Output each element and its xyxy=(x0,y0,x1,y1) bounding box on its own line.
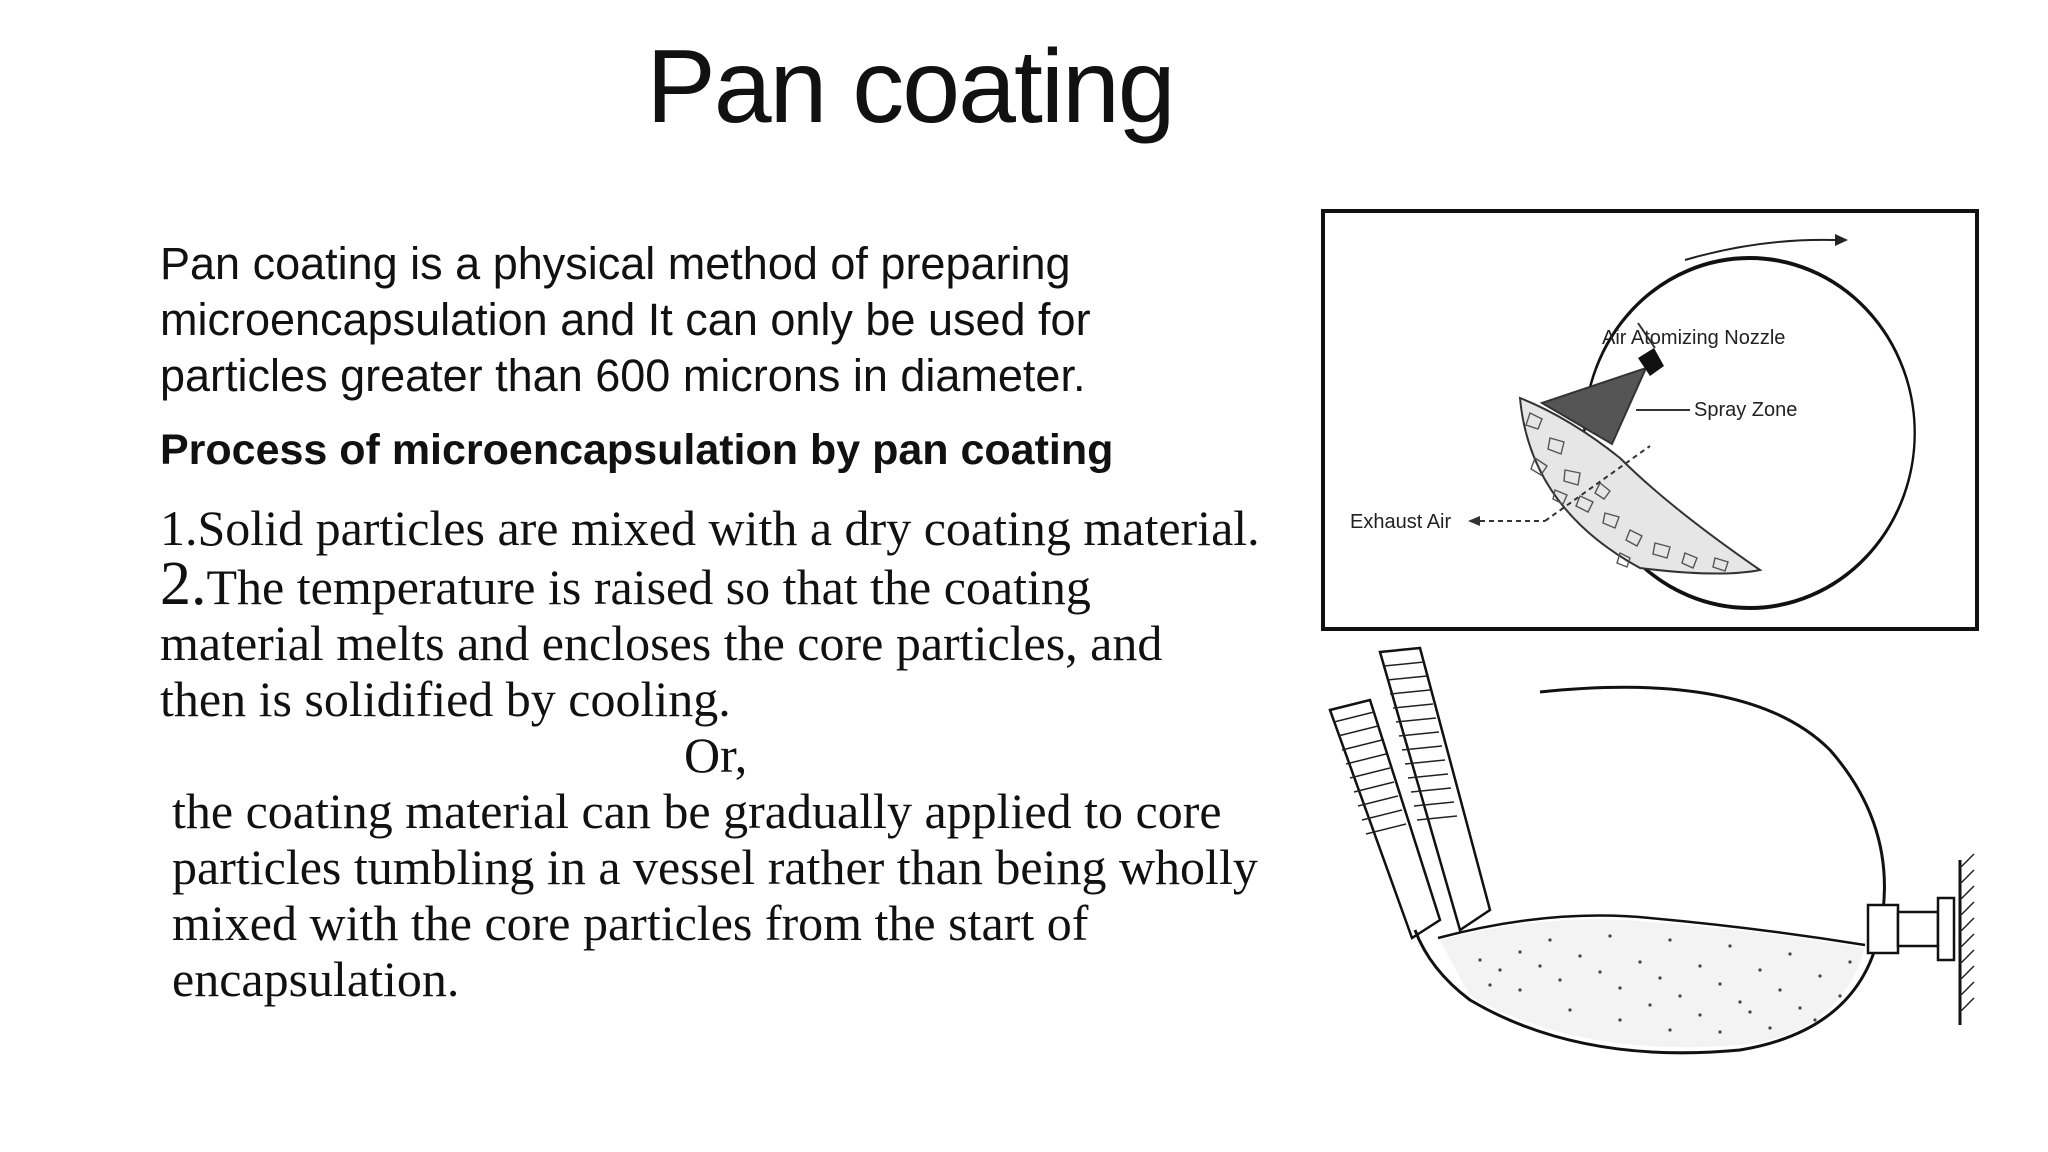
pan-coating-diagram xyxy=(1320,208,1980,632)
process-heading: Process of microencapsulation by pan coating xyxy=(160,426,1114,474)
slide-title: Pan coating xyxy=(646,29,1174,145)
alternative-method: the coating material can be gradually applied to core particles tumbling in a vessel rather than being wholly mixed with the core particles from the start of encapsulation. xyxy=(172,783,1258,1007)
exhaust-air-label: Exhaust Air xyxy=(1350,511,1452,533)
step-2 xyxy=(160,550,1260,727)
step-1: 1.Solid particles are mixed with a dry coating material. xyxy=(160,500,1260,556)
process-steps xyxy=(160,500,1260,1007)
step-2-number: 2. xyxy=(160,550,207,618)
intro-paragraph: Pan coating is a physical method of preparing microencapsulation and It can only be used for particles greater than 600 microns in diameter. xyxy=(160,238,1091,401)
nozzle-label: Air Atomizing Nozzle xyxy=(1602,327,1786,349)
step-2-text: The temperature is raised so that the coating material melts and encloses the core particles, and then is solidified by cooling. xyxy=(160,559,1163,727)
or-separator: Or, xyxy=(684,727,748,783)
coating-pan-apparatus xyxy=(1320,640,1980,1070)
spray-zone-label: Spray Zone xyxy=(1694,399,1798,421)
